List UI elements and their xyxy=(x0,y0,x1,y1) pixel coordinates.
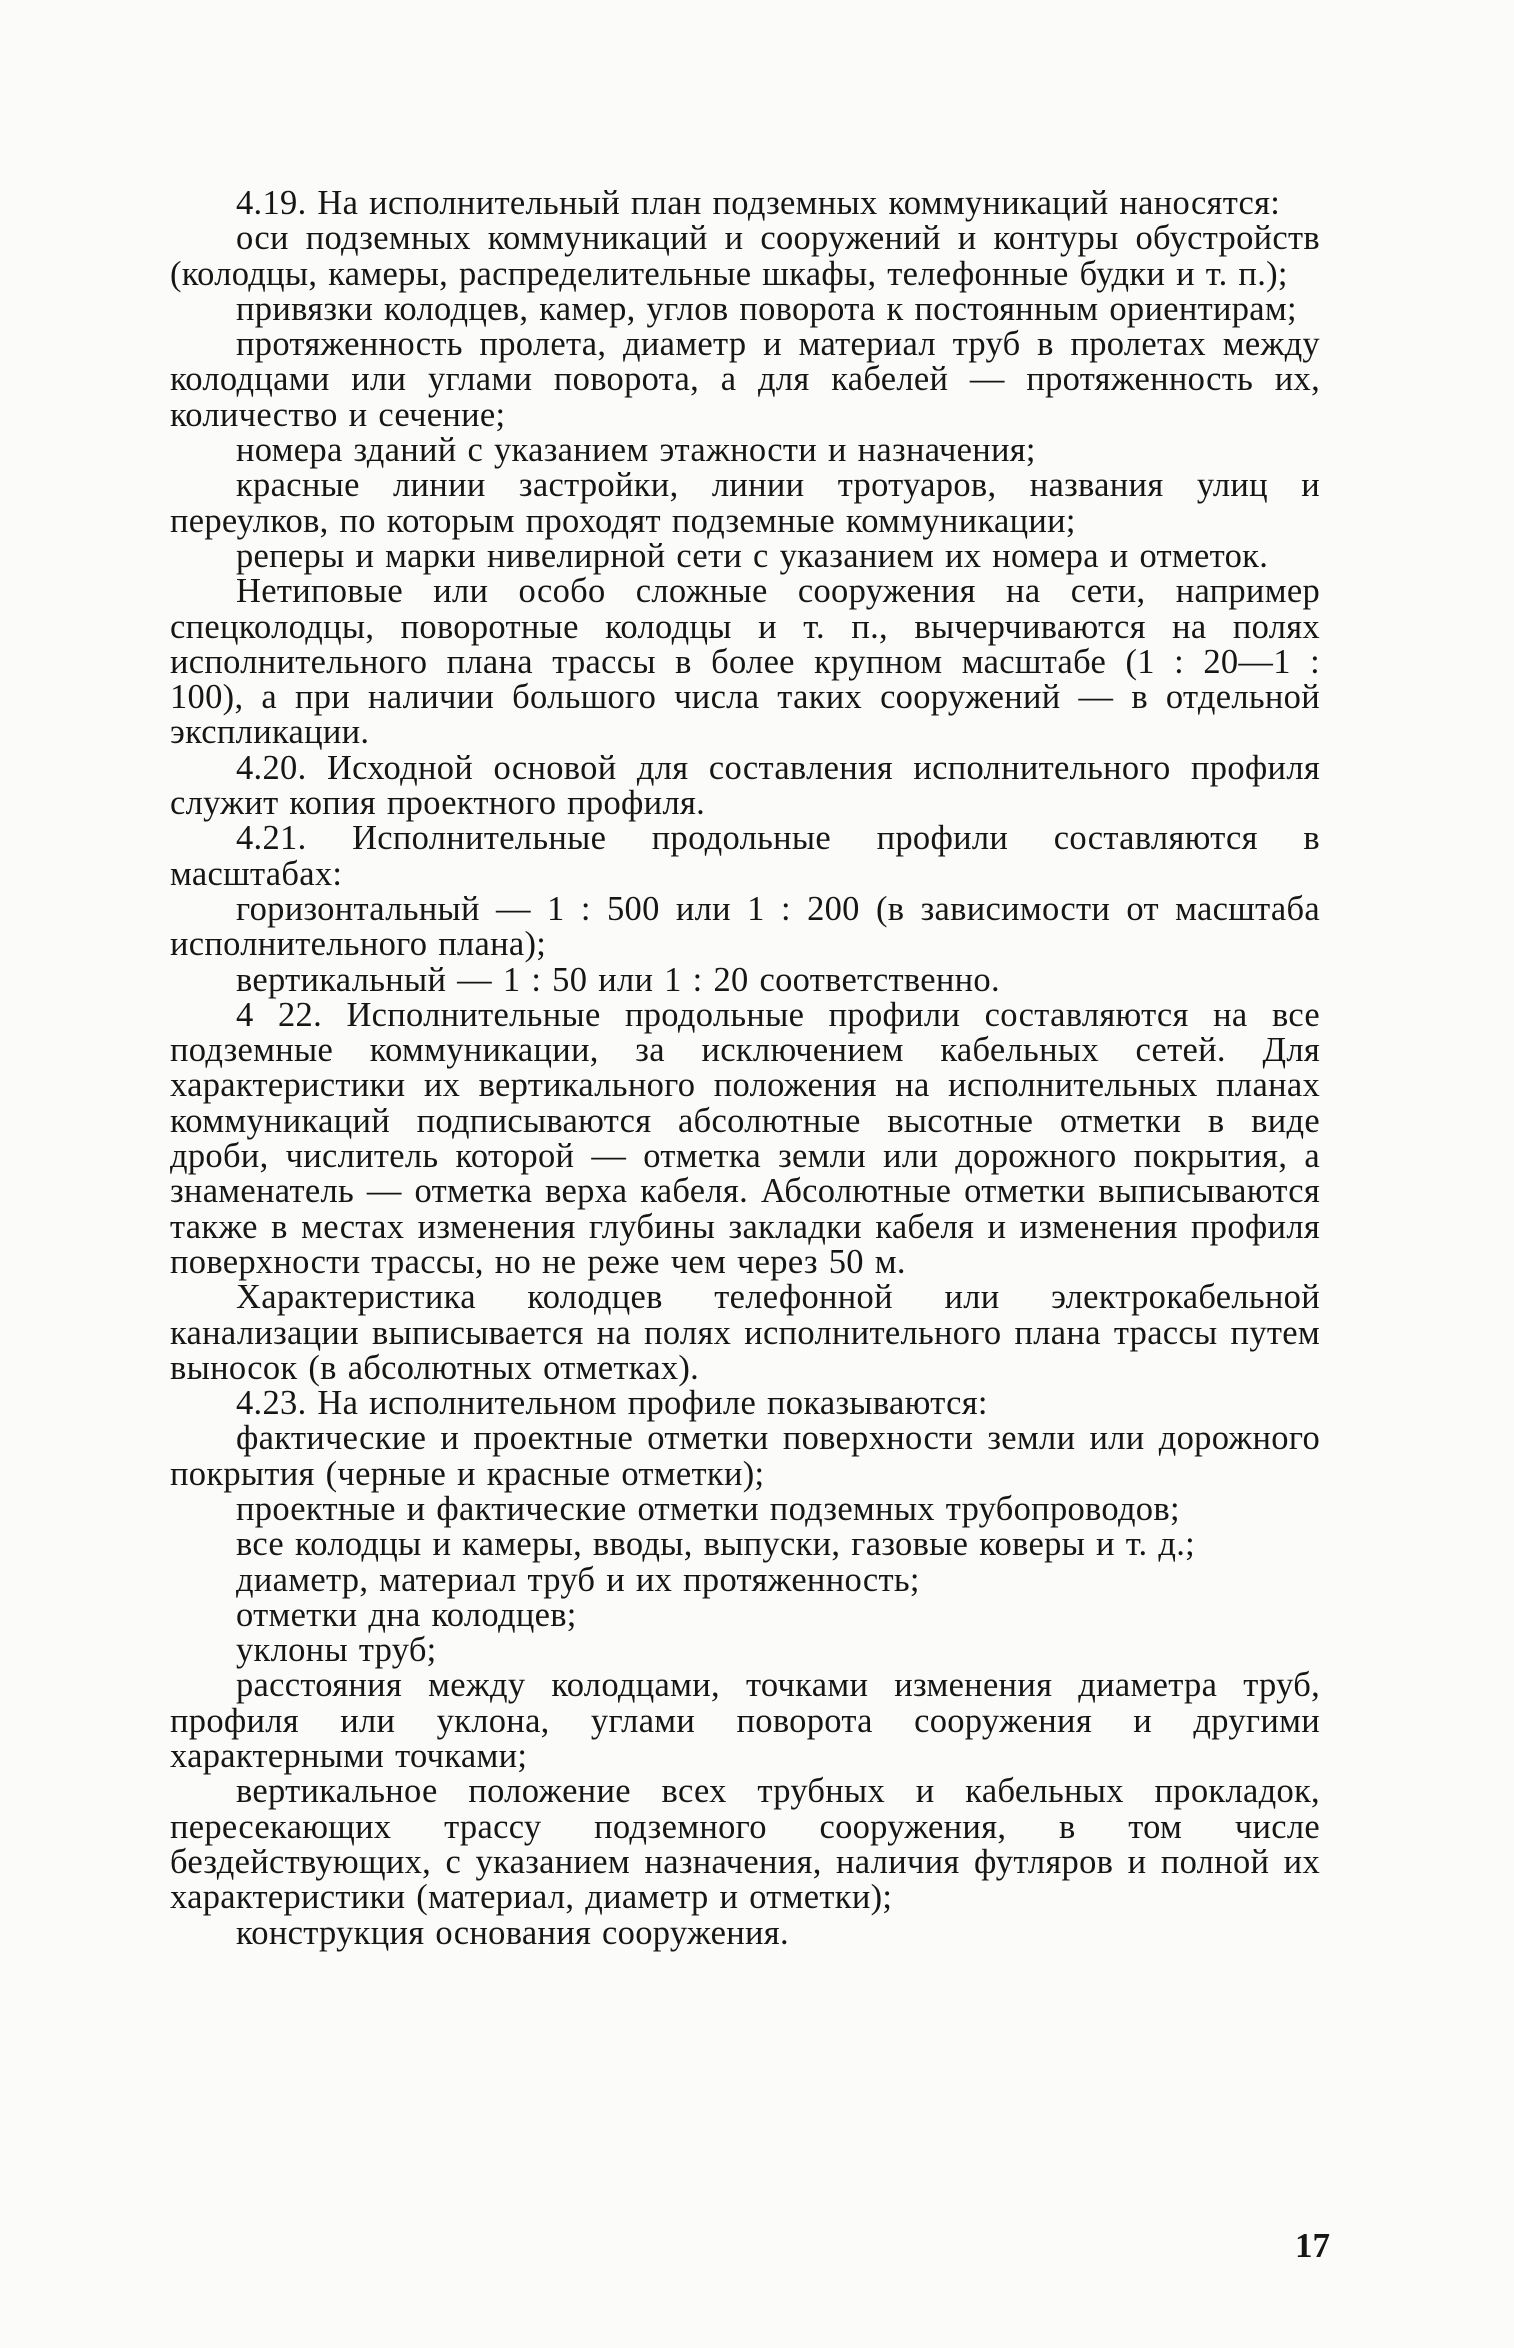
paragraph-well-bottom: отметки дна колодцев; xyxy=(236,1595,577,1634)
paragraph-red-lines: красные линии застройки, линии тротуаров, названия улиц и переулков, по которым проходят подземные коммуникации; xyxy=(170,466,1320,540)
paragraph-diameter: диаметр, материал труб и их протяженность; xyxy=(236,1560,920,1599)
paragraph-horizontal-scale: горизонтальный — 1 : 500 или 1 : 200 (в зависимости от масштаба исполнительного плана); xyxy=(170,889,1320,964)
paragraph-ties: привязки колодцев, камер, углов поворота к постоянным ориентирам; xyxy=(236,289,1297,328)
paragraph-nonstandard: Нетиповые или особо сложные сооружения на сети, например спецколодцы, поворотные колодцы и т. п., вычерчиваются на полях исполнительного плана трассы в более крупном масштабе (1 : 20—1 : 100), а при наличии большого числа таких сооружений — в отдельной экспликации. xyxy=(170,572,1320,752)
paragraph-axes: оси подземных коммуникаций и сооружений и контуры обустройств (колодцы, камеры, распределительные шкафы, телефонные будки и т. п.); xyxy=(170,219,1320,293)
paragraph-4-23: 4.23. На исполнительном профиле показываются: xyxy=(236,1384,988,1423)
paragraph-4-19-intro: 4.19. На исполнительный план подземных коммуникаций наносятся: xyxy=(236,184,1281,222)
page-number: 17 xyxy=(1295,2226,1330,2265)
paragraph-slopes: уклоны труб; xyxy=(236,1631,437,1670)
paragraph-pipeline-marks: проектные и фактические отметки подземных трубопроводов; xyxy=(236,1489,1180,1528)
body-text xyxy=(170,186,1320,1951)
paragraph-surface-marks: фактические и проектные отметки поверхности земли или дорожного покрытия (черные и красные отметки); xyxy=(170,1419,1320,1493)
paragraph-wells-characteristics: Характеристика колодцев телефонной или электрокабельной канализации выписывается на полях исполнительного плана трассы путем выносок (в абсолютных отметках). xyxy=(170,1278,1320,1387)
paragraph-4-20: 4.20. Исходной основой для составления исполнительного профиля служит копия проектного профиля. xyxy=(170,748,1320,823)
paragraph-vertical-scale: вертикальный — 1 : 50 или 1 : 20 соответственно. xyxy=(236,960,1000,999)
paragraph-foundation: конструкция основания сооружения. xyxy=(236,1913,789,1952)
paragraph-building-numbers: номера зданий с указанием этажности и назначения; xyxy=(236,431,1036,470)
paragraph-benchmarks: реперы и марки нивелирной сети с указанием их номера и отметок. xyxy=(236,536,1269,575)
paragraph-span-length: протяженность пролета, диаметр и материал труб в пролетах между колодцами или углами поворота, а для кабелей — протяженность их, количество и сечение; xyxy=(170,325,1320,434)
paragraph-vertical-position: вертикальное положение всех трубных и кабельных прокладок, пересекающих трассу подземного сооружения, в том числе бездействующих, с указанием назначения, наличия футляров и полной их характеристики (материал, диаметр и отметки); xyxy=(170,1772,1320,1917)
paragraph-4-22: 4 22. Исполнительные продольные профили составляются на все подземные коммуникации, за исключением кабельных сетей. Для характеристики их вертикального положения на исполнительных планах коммуникаций подписываются абсолютные высотные отметки в виде дроби, числитель которой — отметка земли или дорожного покрытия, а знаменатель — отметка верха кабеля. Абсолютные отметки выписываются также в местах изменения глубины закладки кабеля и изменения профиля поверхности трассы, но не реже чем через 50 м. xyxy=(170,995,1320,1281)
paragraph-distances: расстояния между колодцами, точками изменения диаметра труб, профиля или уклона, углами поворота сооружения и другими характерными точками; xyxy=(170,1666,1320,1776)
paragraph-wells-chambers: все колодцы и камеры, вводы, выпуски, газовые коверы и т. д.; xyxy=(236,1525,1196,1564)
paragraph-4-21: 4.21. Исполнительные продольные профили составляются в масштабах: xyxy=(170,819,1320,893)
